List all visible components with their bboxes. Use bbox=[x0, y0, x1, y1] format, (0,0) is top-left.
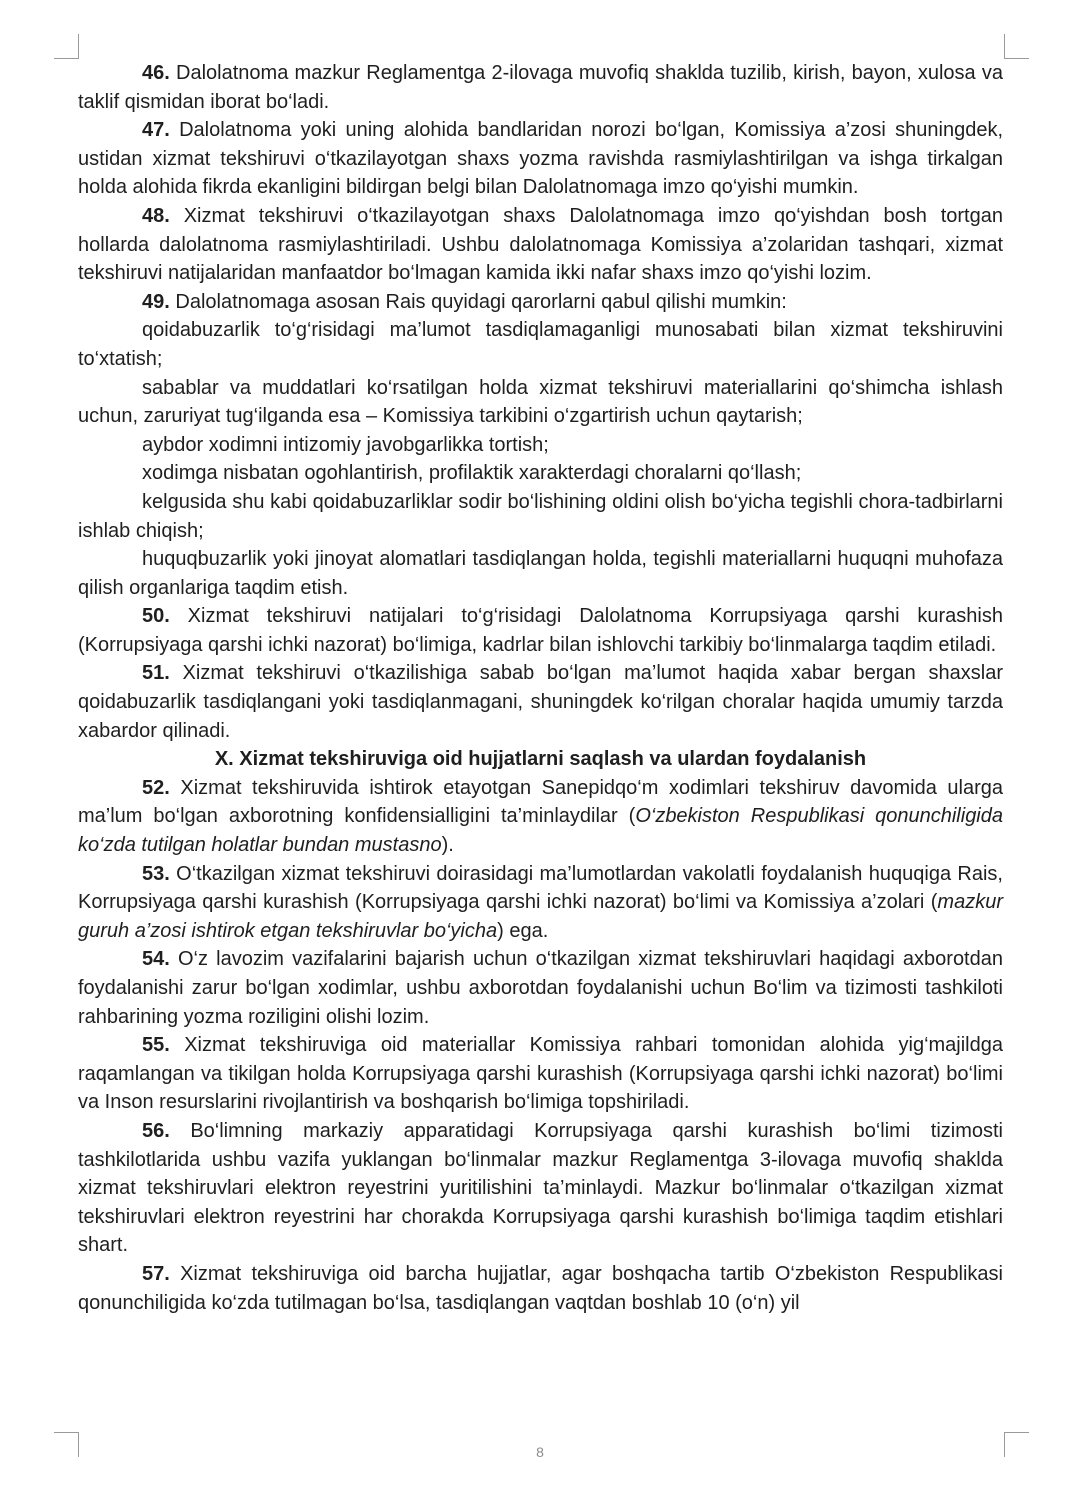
section-heading: X. Xizmat tekshiruviga oid hujjatlarni saqlash va ulardan foydalanish bbox=[214, 748, 867, 771]
list-item: xodimga nisbatan ogohlantirish, profilaktik xarakterdagi choralarni qo‘llash; bbox=[142, 462, 802, 485]
page-number: 8 bbox=[536, 1444, 544, 1460]
paragraph-54: 54. O‘z lavozim vazifalarini bajarish uchun o‘tkazilgan xizmat tekshiruvlari haqidagi axborotdan foydalanishi zarur bo‘lgan xodimlar, ushbu axborotdan foydalanishi uchun Bo‘lim va tizimosti tashkiloti rahbarining yozma roziligini olishi lozim. bbox=[78, 948, 1003, 1028]
document-body bbox=[78, 59, 1003, 1317]
paragraph-55: 55. Xizmat tekshiruviga oid materiallar Komissiya rahbari tomonidan alohida yig‘majildga raqamlangan va tikilgan holda Korrupsiyaga qarshi kurashish (Korrupsiyaga qarshi ichki nazorat) bo‘limi va Inson resurslarini rivojlantirish va boshqarish bo‘limiga topshiriladi. bbox=[78, 1034, 1003, 1114]
list-item: huquqbuzarlik yoki jinoyat alomatlari tasdiqlangan holda, tegishli materiallarni huquqni muhofaza qilish organlariga taqdim etish. bbox=[78, 548, 1003, 599]
corner-mark-top-left bbox=[54, 34, 79, 59]
paragraph-48: 48. Xizmat tekshiruvi o‘tkazilayotgan shaxs Dalolatnomaga imzo qo‘yishdan bosh tortgan hollarda dalolatnoma rasmiylashtiriladi. Ushbu dalolatnomaga Komissiya a’zolaridan tashqari, xizmat tekshiruvi natijalaridan manfaatdor bo‘lmagan kamida ikki nafar shaxs imzo qo‘yishi lozim. bbox=[78, 204, 1003, 285]
list-item: qoidabuzarlik to‘g‘risidagi ma’lumot tasdiqlamaganligi munosabati bilan xizmat tekshiruvini to‘xtatish; bbox=[78, 319, 1003, 370]
paragraph-47: 47. Dalolatnoma yoki uning alohida bandlaridan norozi bo‘lgan, Komissiya a’zosi shuningdek, ustidan xizmat tekshiruvi o‘tkazilayotgan shaxs yozma ravishda rasmiylashtirilgan va ishga tirkalgan holda alohida fikrda ekanligini bildirgan belgi bilan Dalolatnomaga imzo qo‘yishi mumkin. bbox=[78, 119, 1003, 199]
paragraph-56: 56. Bo‘limning markaziy apparatidagi Korrupsiyaga qarshi kurashish bo‘limi tizimosti tashkilotlarida ushbu vazifa yuklangan bo‘linmalar mazkur Reglamentga 3-ilovaga muvofiq shaklda xizmat tekshiruvlari elektron reyestrini yuritilishini ta’minlaydi. Mazkur bo‘linmalar o‘tkazilgan xizmat tekshiruvlari elektron reyestrini har chorakda Korrupsiyaga qarshi kurashish bo‘limiga taqdim etishlari shart. bbox=[78, 1119, 1003, 1257]
list-item: kelgusida shu kabi qoidabuzarliklar sodir bo‘lishining oldini olish bo‘yicha tegishli chora-tadbirlarni ishlab chiqish; bbox=[78, 490, 1003, 542]
corner-mark-top-right bbox=[1004, 34, 1029, 59]
paragraph-50: 50. Xizmat tekshiruvi natijalari to‘g‘risidagi Dalolatnoma Korrupsiyaga qarshi kurashish (Korrupsiyaga qarshi ichki nazorat) bo‘limiga, kadrlar bilan ishlovchi tarkibiy bo‘linmalarga taqdim etiladi. bbox=[78, 605, 1003, 656]
list-item: aybdor xodimni intizomiy javobgarlikka tortish; bbox=[142, 433, 549, 456]
paragraph-49: 49. Dalolatnomaga asosan Rais quyidagi qarorlarni qabul qilishi mumkin: bbox=[142, 290, 787, 313]
paragraph-53: 53. O‘tkazilgan xizmat tekshiruvi doirasidagi ma’lumotlardan vakolatli foydalanish huquqiga Rais, Korrupsiyaga qarshi kurashish (Korrupsiyaga qarshi ichki nazorat) bo‘limi va Komissiya a’zolari (mazkur guruh a’zosi ishtirok etgan tekshiruvlar bo‘yicha) ega. bbox=[78, 862, 1003, 942]
paragraph-46: 46. Dalolatnoma mazkur Reglamentga 2-ilovaga muvofiq shaklda tuzilib, kirish, bayon, xulosa va taklif qismidan iborat bo‘ladi. bbox=[78, 62, 1003, 113]
paragraph-52: 52. Xizmat tekshiruvida ishtirok etayotgan Sanepidqo‘m xodimlari tekshiruv davomida ularga ma’lum bo‘lgan axborotning konfidensialligini ta’minlaydilar (O‘zbekiston Respublikasi qonunchiligida ko‘zda tutilgan holatlar bundan mustasno). bbox=[78, 776, 1003, 857]
paragraph-51: 51. Xizmat tekshiruvi o‘tkazilishiga sabab bo‘lgan ma’lumot haqida xabar bergan shaxslar qoidabuzarlik tasdiqlangani yoki tasdiqlanmagani, shuningdek ko‘rilgan choralar haqida umumiy tarzda xabardor qilinadi. bbox=[78, 662, 1003, 742]
list-item: sabablar va muddatlari ko‘rsatilgan holda xizmat tekshiruvi materiallarini qo‘shimcha ishlash uchun, zaruriyat tug‘ilganda esa – Komissiya tarkibini o‘zgartirish uchun qaytarish; bbox=[78, 376, 1003, 428]
paragraph-57: 57. Xizmat tekshiruviga oid barcha hujjatlar, agar boshqacha tartib O‘zbekiston Respublikasi qonunchiligida ko‘zda tutilmagan bo‘lsa, tasdiqlangan vaqtdan boshlab 10 (o‘n) yil bbox=[78, 1262, 1003, 1314]
